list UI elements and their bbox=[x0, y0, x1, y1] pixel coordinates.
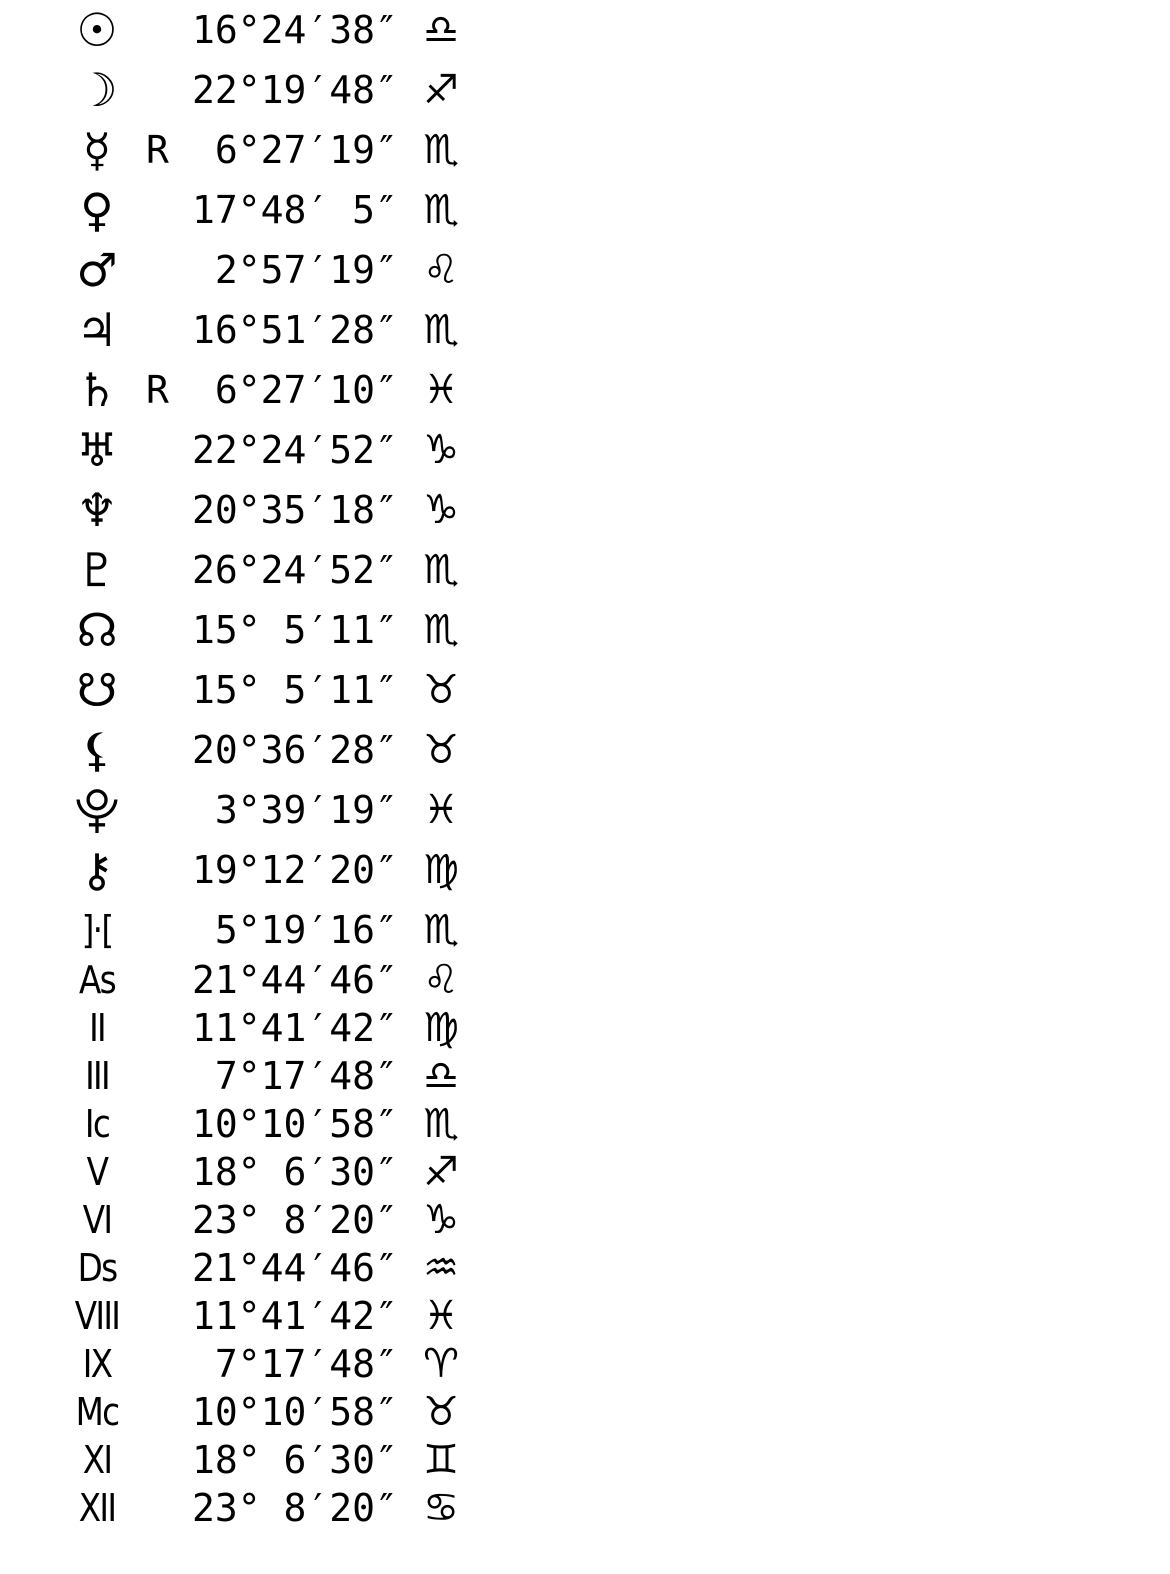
chiron-icon: ⚷ bbox=[80, 843, 114, 897]
neptune-icon: ♆ bbox=[76, 483, 118, 537]
house-position: 23° 8′20″ bbox=[192, 1486, 398, 1530]
planet-row bbox=[0, 540, 520, 600]
planet-row bbox=[0, 300, 520, 360]
planet-position: 15° 5′11″ bbox=[192, 608, 398, 652]
house-position: 10°10′58″ bbox=[192, 1390, 398, 1434]
planet-position: 15° 5′11″ bbox=[192, 668, 398, 712]
scorpio-icon: ♏ bbox=[423, 1101, 459, 1147]
south-node-icon: ☋ bbox=[76, 663, 118, 717]
taurus-icon: ♉ bbox=[423, 727, 459, 773]
planet-position: 5°19′16″ bbox=[192, 908, 398, 952]
house-row bbox=[0, 1388, 520, 1436]
house-row bbox=[0, 1052, 520, 1100]
vertex-icon: ]·[ bbox=[81, 908, 113, 952]
moon-icon: ☽ bbox=[76, 63, 118, 117]
cancer-icon: ♋ bbox=[423, 1485, 459, 1531]
planet-row bbox=[0, 420, 520, 480]
planet-row bbox=[0, 240, 520, 300]
house-label: V bbox=[86, 1150, 108, 1194]
house-label: VIII bbox=[74, 1294, 120, 1338]
house-row bbox=[0, 1004, 520, 1052]
sagittarius-icon: ♐ bbox=[423, 67, 459, 113]
capricorn-icon: ♑ bbox=[423, 1197, 459, 1243]
house-row bbox=[0, 1292, 520, 1340]
pluto-icon: ♇ bbox=[76, 543, 118, 597]
planet-position: 20°36′28″ bbox=[192, 728, 398, 772]
house-position: 21°44′46″ bbox=[192, 1246, 398, 1290]
house-label: Ds bbox=[77, 1246, 117, 1290]
planet-row bbox=[0, 660, 520, 720]
planet-row bbox=[0, 720, 520, 780]
planet-position: 17°48′ 5″ bbox=[192, 188, 398, 232]
house-row bbox=[0, 956, 520, 1004]
planet-row bbox=[0, 840, 520, 900]
planet-position: 6°27′10″ bbox=[192, 368, 398, 412]
house-position: 11°41′42″ bbox=[192, 1294, 398, 1338]
pisces-icon: ♓ bbox=[423, 367, 459, 413]
libra-icon: ♎ bbox=[423, 7, 459, 53]
taurus-icon: ♉ bbox=[423, 1389, 459, 1435]
north-node-icon: ☊ bbox=[76, 603, 118, 657]
scorpio-icon: ♏ bbox=[423, 547, 459, 593]
house-label: XI bbox=[82, 1438, 112, 1482]
house-label: VI bbox=[82, 1198, 112, 1242]
house-row bbox=[0, 1436, 520, 1484]
planet-row bbox=[0, 780, 520, 840]
leo-icon: ♌ bbox=[423, 247, 459, 293]
planet-position: 16°51′28″ bbox=[192, 308, 398, 352]
mars-icon: ♂ bbox=[76, 243, 118, 297]
planet-position: 6°27′19″ bbox=[192, 128, 398, 172]
house-position: 18° 6′30″ bbox=[192, 1438, 398, 1482]
venus-icon: ♀ bbox=[80, 183, 114, 237]
mercury-icon: ☿ bbox=[82, 123, 112, 177]
asteroid-icon: ⯓ bbox=[74, 783, 120, 837]
house-label: II bbox=[89, 1006, 105, 1050]
house-row bbox=[0, 1196, 520, 1244]
scorpio-icon: ♏ bbox=[423, 607, 459, 653]
scorpio-icon: ♏ bbox=[423, 127, 459, 173]
libra-icon: ♎ bbox=[423, 1053, 459, 1099]
planet-position: 22°19′48″ bbox=[192, 68, 398, 112]
taurus-icon: ♉ bbox=[423, 667, 459, 713]
planet-position: 22°24′52″ bbox=[192, 428, 398, 472]
house-row bbox=[0, 1148, 520, 1196]
planet-row bbox=[0, 60, 520, 120]
planet-position: 16°24′38″ bbox=[192, 8, 398, 52]
planet-row bbox=[0, 480, 520, 540]
pisces-icon: ♓ bbox=[423, 787, 459, 833]
uranus-icon: ♅ bbox=[76, 423, 118, 477]
gemini-icon: ♊ bbox=[423, 1437, 459, 1483]
house-label: Mc bbox=[75, 1390, 119, 1434]
house-position: 11°41′42″ bbox=[192, 1006, 398, 1050]
house-label: XII bbox=[78, 1486, 116, 1530]
planet-row bbox=[0, 600, 520, 660]
house-position: 7°17′48″ bbox=[192, 1054, 398, 1098]
capricorn-icon: ♑ bbox=[423, 487, 459, 533]
planet-position: 2°57′19″ bbox=[192, 248, 398, 292]
aries-icon: ♈ bbox=[423, 1341, 459, 1387]
planet-row bbox=[0, 360, 520, 420]
house-row bbox=[0, 1100, 520, 1148]
retrograde-marker: R bbox=[146, 128, 169, 172]
house-row bbox=[0, 1340, 520, 1388]
house-position: 18° 6′30″ bbox=[192, 1150, 398, 1194]
scorpio-icon: ♏ bbox=[423, 907, 459, 953]
house-label: III bbox=[85, 1054, 109, 1098]
house-row bbox=[0, 1484, 520, 1532]
planet-row bbox=[0, 900, 520, 960]
house-row bbox=[0, 1244, 520, 1292]
planet-position: 3°39′19″ bbox=[192, 788, 398, 832]
house-position: 23° 8′20″ bbox=[192, 1198, 398, 1242]
virgo-icon: ♍ bbox=[423, 1005, 459, 1051]
house-position: 7°17′48″ bbox=[192, 1342, 398, 1386]
aquarius-icon: ♒ bbox=[423, 1245, 459, 1291]
sun-icon: ☉ bbox=[76, 3, 118, 57]
pisces-icon: ♓ bbox=[423, 1293, 459, 1339]
planet-position: 20°35′18″ bbox=[192, 488, 398, 532]
planet-position: 26°24′52″ bbox=[192, 548, 398, 592]
planet-position: 19°12′20″ bbox=[192, 848, 398, 892]
lilith-icon: ⚸ bbox=[80, 723, 114, 777]
planet-row bbox=[0, 180, 520, 240]
house-position: 21°44′46″ bbox=[192, 958, 398, 1002]
saturn-icon: ♄ bbox=[76, 363, 118, 417]
retrograde-marker: R bbox=[146, 368, 169, 412]
house-label: As bbox=[79, 958, 115, 1002]
planet-row bbox=[0, 0, 520, 60]
leo-icon: ♌ bbox=[423, 957, 459, 1003]
scorpio-icon: ♏ bbox=[423, 307, 459, 353]
virgo-icon: ♍ bbox=[423, 847, 459, 893]
scorpio-icon: ♏ bbox=[423, 187, 459, 233]
jupiter-icon: ♃ bbox=[76, 303, 118, 357]
planet-row bbox=[0, 120, 520, 180]
house-label: IX bbox=[82, 1342, 112, 1386]
house-position: 10°10′58″ bbox=[192, 1102, 398, 1146]
house-label: Ic bbox=[84, 1102, 110, 1146]
capricorn-icon: ♑ bbox=[423, 427, 459, 473]
sagittarius-icon: ♐ bbox=[423, 1149, 459, 1195]
